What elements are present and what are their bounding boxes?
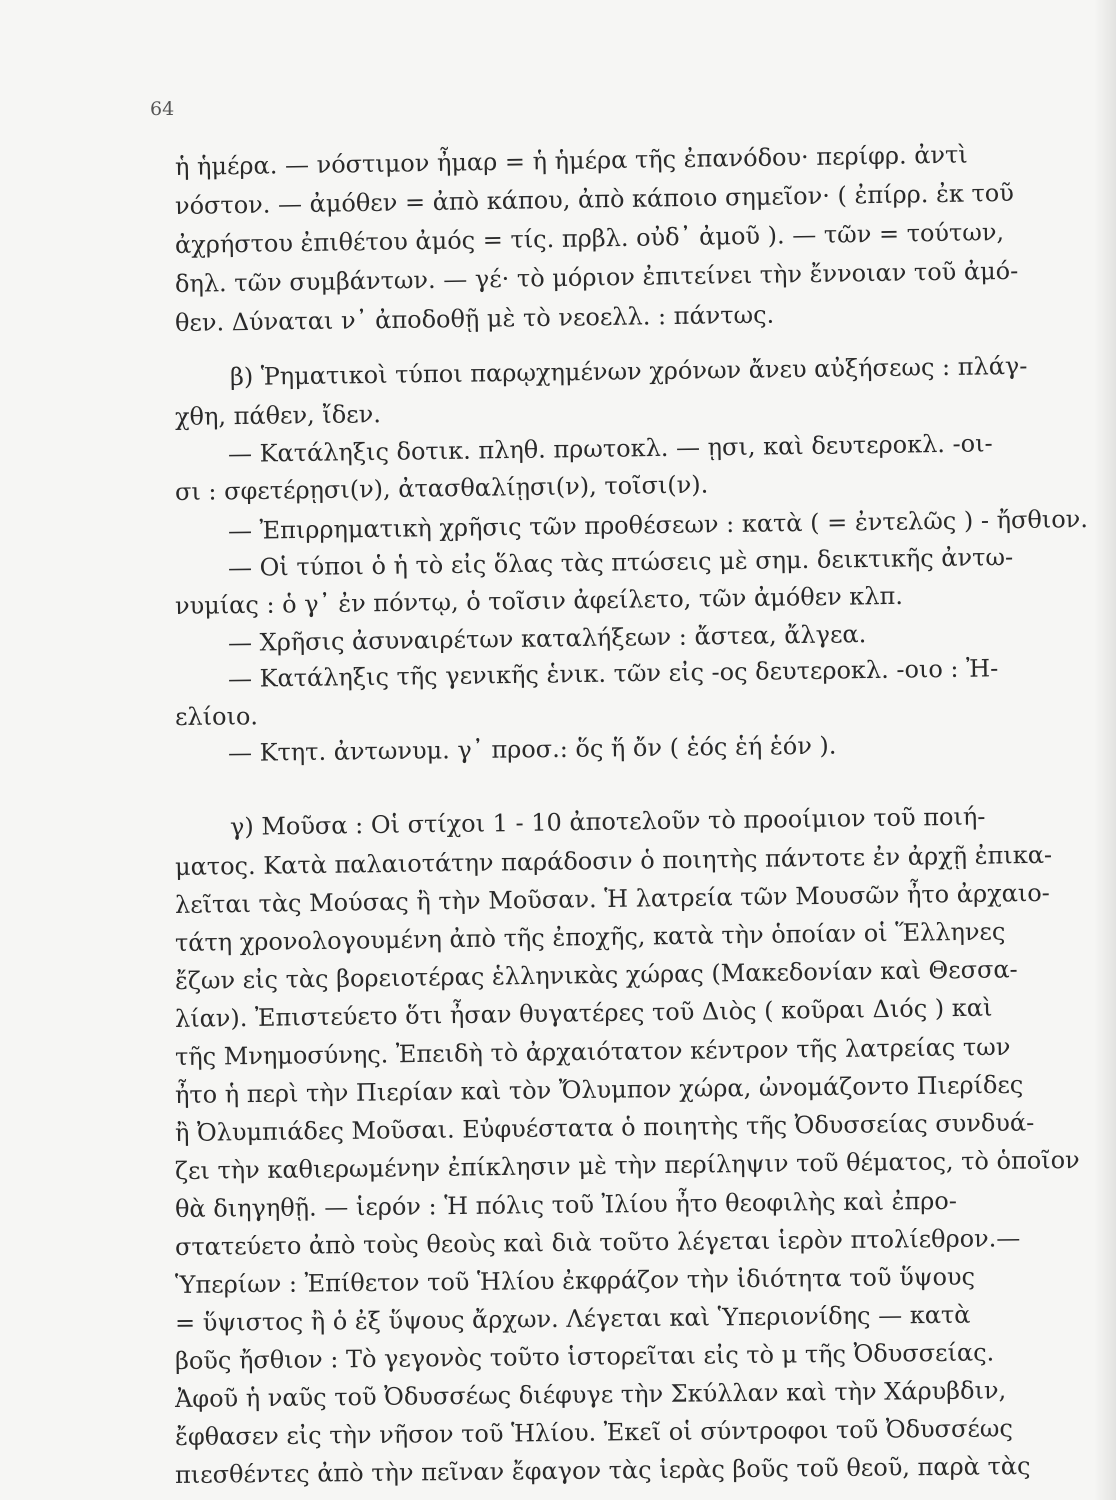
text-line: — Οἱ τύποι ὁ ἡ τὸ εἰς ὅλας τὰς πτώσεις μὲ σημ. δεικτικῆς ἀντω- xyxy=(227,543,1014,582)
page-number: 64 xyxy=(150,98,175,120)
text-line: νυμίας : ὁ γ᾽ ἐν πόντῳ, ὁ τοῖσιν ἀφείλετο, τῶν ἀμόθεν κλπ. xyxy=(174,581,904,620)
text-line: — Ἐπιρρηματικὴ χρῆσις τῶν προθέσεων : κατὰ ( = ἐντελῶς ) - ἤσθιον. xyxy=(227,504,1089,545)
text-line: τάτη χρονολογουμένη ἀπὸ τῆς ἐποχῆς, κατὰ τὴν ὁποίαν οἱ Ἕλληνες xyxy=(174,917,1006,957)
text-line: — Χρῆσις ἀσυναιρέτων καταλήξεων : ἄστεα, ἄλγεα. xyxy=(227,620,867,657)
text-line: ἀχρήστου ἐπιθέτου ἀμός = τίς. πρβλ. οὐδ᾽ ἀμοῦ ). — τῶν = τούτων, xyxy=(174,217,1005,259)
text-line: β) Ῥηματικοὶ τύποι παρῳχημένων χρόνων ἄνευ αὐξήσεως : πλάγ- xyxy=(229,351,1028,391)
text-line: πιεσθέντες ἀπὸ τὴν πεῖναν ἔφαγον τὰς ἱερὰς βοῦς τοῦ θεοῦ, παρὰ τὰς xyxy=(174,1452,1031,1489)
text-line: δηλ. τῶν συμβάντων. — γέ· τὸ μόριον ἐπιτείνει τὴν ἔννοιαν τοῦ ἀμό- xyxy=(174,256,1019,298)
text-line: — Κτητ. ἀντωνυμ. γ᾽ προσ.: ὅς ἥ ὄν ( ἑός ἑή ἑόν ). xyxy=(227,731,837,767)
text-line: θὰ διηγηθῇ. — ἱερόν : Ἡ πόλις τοῦ Ἰλίου ἦτο θεοφιλὴς καὶ ἐπρο- xyxy=(174,1186,958,1223)
text-line: νόστον. — ἀμόθεν = ἀπὸ κάπου, ἀπὸ κάποιο σημεῖον· ( ἐπίρρ. ἐκ τοῦ xyxy=(174,178,1015,220)
text-line: ἔφθασεν εἰς τὴν νῆσον τοῦ Ἡλίου. Ἐκεῖ οἱ σύντροφοι τοῦ Ὀδυσσέως xyxy=(174,1414,1013,1451)
page-edge-shadow xyxy=(1094,0,1116,1500)
text-line: γ) Μοῦσα : Οἱ στίχοι 1 - 10 ἀποτελοῦν τὸ προοίμιον τοῦ ποιή- xyxy=(229,802,986,841)
text-line: θεν. Δύναται ν᾽ ἀποδοθῇ μὲ τὸ νεοελλ. : πάντως. xyxy=(174,300,775,337)
text-line: χθη, πάθεν, ἴδεν. xyxy=(174,400,382,431)
text-line: ζει τὴν καθιερωμένην ἐπίκλησιν μὲ τὴν περίληψιν τοῦ θέματος, τὸ ὁποῖον xyxy=(174,1145,1080,1185)
text-line: τῆς Μνημοσύνης. Ἐπειδὴ τὸ ἀρχαιότατον κέντρον τῆς λατρείας των xyxy=(174,1032,1011,1071)
text-line: ἢ Ὀλυμπιάδες Μοῦσαι. Εὐφυέστατα ὁ ποιητὴς τῆς Ὀδυσσείας συνδυά- xyxy=(174,1108,1035,1147)
text-line: ελίοιο. xyxy=(174,702,259,731)
text-line: λεῖται τὰς Μούσας ἢ τὴν Μοῦσαν. Ἡ λατρεία τῶν Μουσῶν ἦτο ἀρχαιο- xyxy=(174,878,1051,919)
text-line: ματος. Κατὰ παλαιοτάτην παράδοσιν ὁ ποιητὴς πάντοτε ἐν ἀρχῇ ἐπικα- xyxy=(174,840,1053,881)
text-line: λίαν). Ἐπιστεύετο ὅτι ἦσαν θυγατέρες τοῦ Διὸς ( κοῦραι Διός ) καὶ xyxy=(174,993,993,1033)
text-line: στατεύετο ἀπὸ τοὺς θεοὺς καὶ διὰ τοῦτο λέγεται ἱερὸν πτολίεθρον.— xyxy=(174,1224,1021,1261)
text-line: ἔζων εἰς τὰς βορειοτέρας ἑλληνικὰς χώρας (Μακεδονίαν καὶ Θεσσα- xyxy=(174,955,1018,995)
text-line: — Κατάληξις δοτικ. πληθ. πρωτοκλ. — ῃσι, καὶ δευτεροκλ. -οι- xyxy=(227,429,993,468)
text-line: ἡ ἡμέρα. — νόστιμον ἦμαρ = ἡ ἡμέρα τῆς ἐπανόδου· περίφρ. ἀντὶ xyxy=(174,140,968,181)
text-line: Ἀφοῦ ἡ ναῦς τοῦ Ὀδυσσέως διέφυγε τὴν Σκύλλαν καὶ τὴν Χάρυβδιν, xyxy=(174,1376,1007,1413)
text-line: σι : σφετέρῃσι(ν), ἀτασθαλίῃσι(ν), τοῖσι(ν). xyxy=(174,470,709,506)
text-line: ἦτο ἡ περὶ τὴν Πιερίαν καὶ τὸν Ὄλυμπον χώρα, ὠνομάζοντο Πιερίδες xyxy=(174,1070,1024,1109)
text-line: = ὕψιστος ἢ ὁ ἐξ ὕψους ἄρχων. Λέγεται καὶ Ὑπεριονίδης — κατὰ xyxy=(174,1300,971,1337)
text-line: — Κατάληξις τῆς γενικῆς ἑνικ. τῶν εἰς -ος δευτεροκλ. -οιο : Ἠ- xyxy=(227,654,999,693)
text-line: βοῦς ἤσθιον : Τὸ γεγονὸς τοῦτο ἱστορεῖται εἰς τὸ μ τῆς Ὀδυσσείας. xyxy=(174,1338,995,1375)
text-line: Ὑπερίων : Ἐπίθετον τοῦ Ἡλίου ἐκφράζον τὴν ἰδιότητα τοῦ ὕψους xyxy=(174,1262,976,1299)
